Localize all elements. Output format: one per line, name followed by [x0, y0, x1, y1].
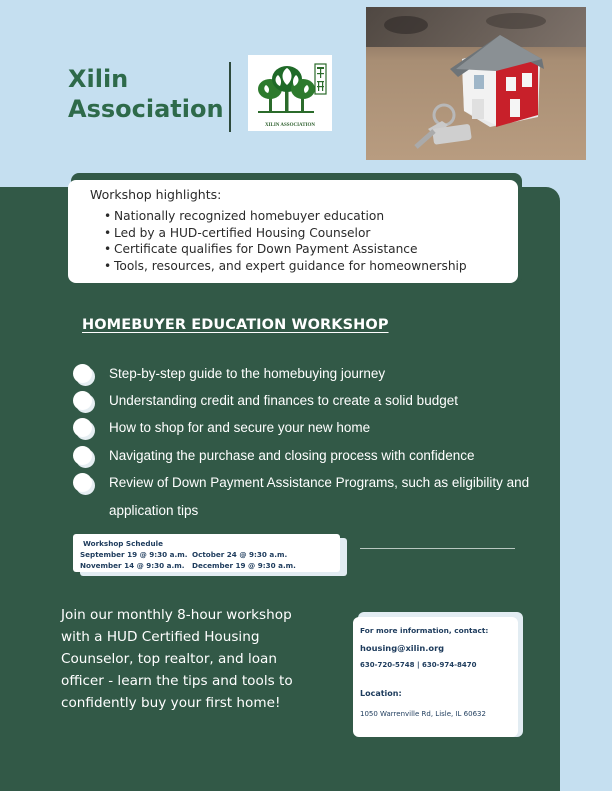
org-name-line-2: Association	[68, 95, 224, 123]
bullet-circle-icon	[73, 364, 92, 383]
join-invitation-text: Join our monthly 8-hour workshop with a HUD Certified Housing Counselor, top realtor, and loan officer - learn the tips and tools to confidently buy your first home!	[61, 607, 293, 711]
bullet-circle-icon	[73, 473, 92, 492]
highlights-title: Workshop highlights:	[90, 187, 222, 202]
house-keys-photo	[366, 7, 586, 160]
schedule-card	[73, 534, 340, 572]
schedule-row	[80, 560, 340, 571]
logo-caption: XILIN ASSOCIATION	[264, 123, 316, 128]
section-divider	[360, 548, 515, 549]
header-divider	[229, 62, 231, 132]
schedule-date: November 14 @ 9:30 a.m.	[80, 561, 185, 570]
topic-text: Understanding credit and finances to create a solid budget	[109, 393, 458, 408]
highlight-item: • Certificate qualifies for Down Payment Assistance	[104, 241, 518, 258]
topic-text: Step-by-step guide to the homebuying journey	[109, 366, 386, 381]
bullet-circle-icon	[73, 418, 92, 437]
contact-phones[interactable]: 630-720-5748 | 630-974-8470	[360, 661, 477, 669]
highlights-list	[90, 208, 518, 274]
highlight-item: • Nationally recognized homebuyer education	[104, 208, 518, 225]
schedule-title: Workshop Schedule	[83, 539, 163, 548]
organization-name	[68, 64, 233, 124]
schedule-row	[80, 549, 340, 560]
schedule-date: September 19 @ 9:30 a.m.	[80, 550, 188, 559]
contact-card	[353, 617, 518, 737]
contact-heading: For more information, contact:	[360, 626, 489, 635]
topic-text: How to shop for and secure your new home	[109, 420, 371, 435]
topic-text: Navigating the purchase and closing process with confidence	[109, 448, 475, 463]
location-label: Location:	[360, 689, 402, 698]
highlight-item: • Tools, resources, and expert guidance for homeownership	[104, 258, 518, 275]
topic-text: Review of Down Payment Assistance Programs, such as eligibility and application tips	[109, 475, 530, 518]
bullet-circle-icon	[73, 446, 92, 465]
highlight-item: • Led by a HUD-certified Housing Counselor	[104, 225, 518, 242]
contact-email[interactable]: housing@xilin.org	[360, 643, 445, 653]
highlights-card	[68, 180, 518, 283]
workshop-title: HOMEBUYER EDUCATION WORKSHOP	[82, 317, 389, 333]
bullet-circle-icon	[73, 391, 92, 410]
schedule-date: October 24 @ 9:30 a.m.	[192, 550, 288, 559]
xilin-logo	[248, 55, 332, 131]
schedule-date: December 19 @ 9:30 a.m.	[192, 561, 296, 570]
location-address: 1050 Warrenville Rd, Lisle, IL 60632	[360, 710, 486, 718]
org-name-line-1: Xilin	[68, 65, 129, 93]
